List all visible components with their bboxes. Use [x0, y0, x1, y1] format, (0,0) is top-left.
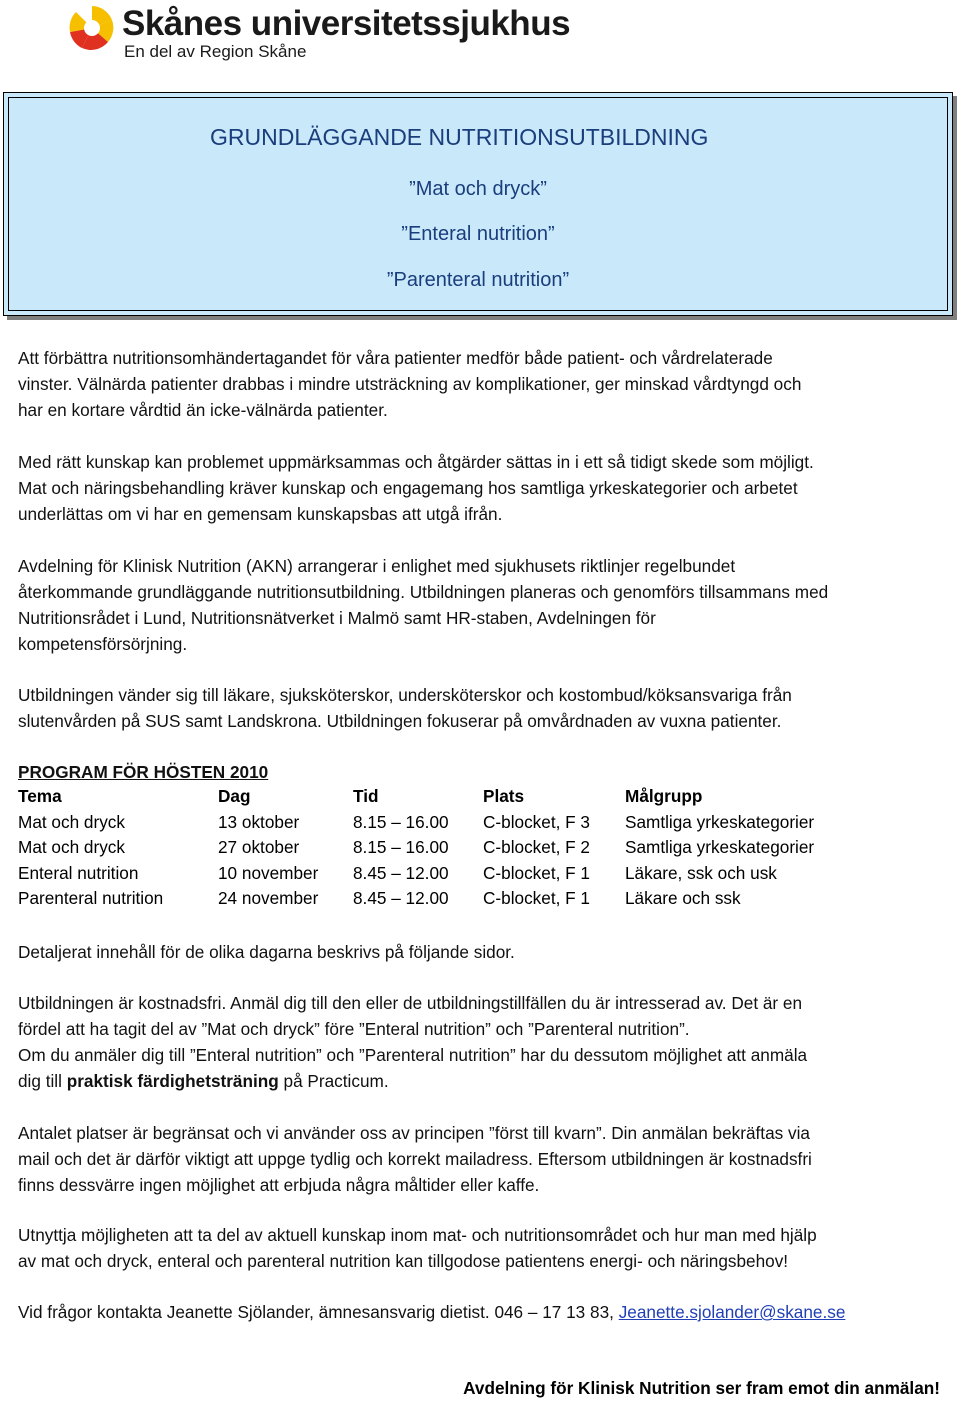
text-line — [18, 1299, 948, 1325]
table-cell: Samtliga yrkeskategorier — [625, 837, 815, 858]
paragraph-details — [18, 939, 948, 965]
table-cell: 24 november — [218, 888, 319, 909]
footer-text: Avdelning för Klinisk Nutrition ser fram emot din anmälan! — [463, 1378, 940, 1398]
contact-text: Vid frågor kontakta Jeanette Sjölander, ämnesansvarig dietist. 046 – 17 13 83, — [18, 1302, 619, 1322]
table-cell: Läkare, ssk och usk — [625, 862, 777, 883]
text-line: Med rätt kunskap kan problemet uppmärksammas och åtgärder sättas in i ett så tidigt skede som möjligt. — [18, 452, 814, 472]
table-cell: 8.45 – 12.00 — [353, 862, 449, 883]
text-line: vinster. Välnärda patienter drabbas i mindre utsträckning av komplikationer, ger minskad vårdtyngd och — [18, 374, 802, 394]
table-cell: 8.45 – 12.00 — [353, 888, 449, 909]
table-cell: Mat och dryck — [18, 811, 125, 832]
text-line: Mat och näringsbehandling kräver kunskap och engagemang hos samtliga yrkeskategorier och arbetet — [18, 478, 798, 498]
paragraph-knowledge — [18, 449, 948, 527]
table-cell: 13 oktober — [218, 811, 300, 832]
text-line: underlättas om vi har en gemensam kunskapsbas att utgå ifrån. — [18, 504, 503, 524]
text-line: kompetensförsörjning. — [18, 634, 188, 654]
table-cell: 27 oktober — [218, 837, 300, 858]
table-cell: Samtliga yrkeskategorier — [625, 811, 815, 832]
text-line: har en kortare vårdtid än icke-välnärda patienter. — [18, 400, 388, 420]
table-cell: 10 november — [218, 862, 319, 883]
text-line: finns dessvärre ingen möjlighet att erbjuda några måltider eller kaffe. — [18, 1175, 540, 1195]
program-table — [18, 784, 948, 912]
table-cell: C-blocket, F 1 — [483, 862, 590, 883]
intro-paragraph — [18, 345, 948, 423]
table-cell: 8.15 – 16.00 — [353, 837, 449, 858]
text-line — [18, 1068, 948, 1094]
text-line: slutenvården på SUS samt Landskrona. Utbildningen fokuserar på omvårdnaden av vuxna patienter. — [18, 711, 782, 731]
table-cell: C-blocket, F 3 — [483, 811, 590, 832]
subtitle-mat-och-dryck: ”Mat och dryck” — [409, 178, 547, 200]
table-cell: 8.15 – 16.00 — [353, 811, 449, 832]
column-header: Dag — [218, 786, 251, 806]
program-heading: PROGRAM FÖR HÖSTEN 2010 — [18, 762, 269, 782]
text-line: fördel att ha tagit del av ”Mat och dryck” före ”Enteral nutrition” och ”Parenteral nutrition”. — [18, 1019, 690, 1039]
column-header: Tid — [353, 786, 379, 806]
table-row — [18, 810, 948, 836]
text-line: av mat och dryck, enteral och parenteral nutrition kan tillgodose patientens energi- och näringsbehov! — [18, 1251, 789, 1271]
contact-line — [18, 1299, 948, 1325]
text-fragment: på Practicum. — [278, 1071, 389, 1091]
subtitle-enteral: ”Enteral nutrition” — [401, 223, 555, 245]
text-line: Nutritionsrådet i Lund, Nutritionsnätverket i Malmö samt HR-staben, Avdelningen för — [18, 608, 656, 628]
table-row — [18, 835, 948, 861]
text-fragment: dig till — [18, 1071, 67, 1091]
header — [68, 0, 588, 66]
paragraph-target-audience — [18, 682, 948, 734]
paragraph-capacity — [18, 1120, 948, 1198]
logo-subtitle: En del av Region Skåne — [124, 42, 307, 61]
text-line: Utbildningen vänder sig till läkare, sjuksköterskor, undersköterskor och kostombud/köksansvariga från — [18, 685, 792, 705]
table-cell: Läkare och ssk — [625, 888, 741, 909]
bold-text: praktisk färdighetsträning — [66, 1071, 279, 1091]
column-header: Målgrupp — [625, 786, 703, 806]
table-cell: C-blocket, F 2 — [483, 837, 590, 858]
text-line: Detaljerat innehåll för de olika dagarna beskrivs på följande sidor. — [18, 942, 515, 962]
paragraph-akn — [18, 553, 948, 657]
table-cell: Mat och dryck — [18, 837, 125, 858]
sun-logo-icon — [68, 2, 116, 50]
table-cell: C-blocket, F 1 — [483, 888, 590, 909]
text-line: Avdelning för Klinisk Nutrition (AKN) arrangerar i enlighet med sjukhusets riktlinjer regelbundet — [18, 556, 736, 576]
page-title: GRUNDLÄGGANDE NUTRITIONSUTBILDNING — [210, 124, 709, 150]
table-row — [18, 861, 948, 887]
table-cell: Parenteral nutrition — [18, 888, 164, 909]
logo-name: Skånes universitetssjukhus — [122, 4, 571, 43]
paragraph-registration — [18, 990, 948, 1094]
table-cell: Enteral nutrition — [18, 862, 139, 883]
column-header: Plats — [483, 786, 525, 806]
table-header-row — [18, 784, 948, 810]
text-line: Utnyttja möjligheten att ta del av aktuell kunskap inom mat- och nutritionsområdet och hur man med hjälp — [18, 1225, 817, 1245]
text-line: Om du anmäler dig till ”Enteral nutrition” och ”Parenteral nutrition” har du dessutom möjlighet att anmäla — [18, 1045, 808, 1065]
text-line: Antalet platser är begränsat och vi använder oss av principen ”först till kvarn”. Din anmälan bekräftas via — [18, 1123, 810, 1143]
paragraph-encouragement — [18, 1222, 948, 1274]
email-link[interactable]: Jeanette.sjolander@skane.se — [618, 1302, 846, 1322]
text-line: återkommande grundläggande nutritionsutbildning. Utbildningen planeras och genomförs tillsammans med — [18, 582, 829, 602]
table-row — [18, 886, 948, 912]
text-line: Att förbättra nutritionsomhändertagandet för våra patienter medför både patient- och vårdrelaterade — [18, 348, 773, 368]
subtitle-parenteral: ”Parenteral nutrition” — [386, 269, 570, 291]
text-line: mail och det är därför viktigt att uppge tydlig och korrekt mailadress. Eftersom utbildningen är kostnadsfri — [18, 1149, 812, 1169]
column-header: Tema — [18, 786, 62, 806]
text-line: Utbildningen är kostnadsfri. Anmäl dig till den eller de utbildningstillfällen du är intresserad av. Det är en — [18, 993, 803, 1013]
